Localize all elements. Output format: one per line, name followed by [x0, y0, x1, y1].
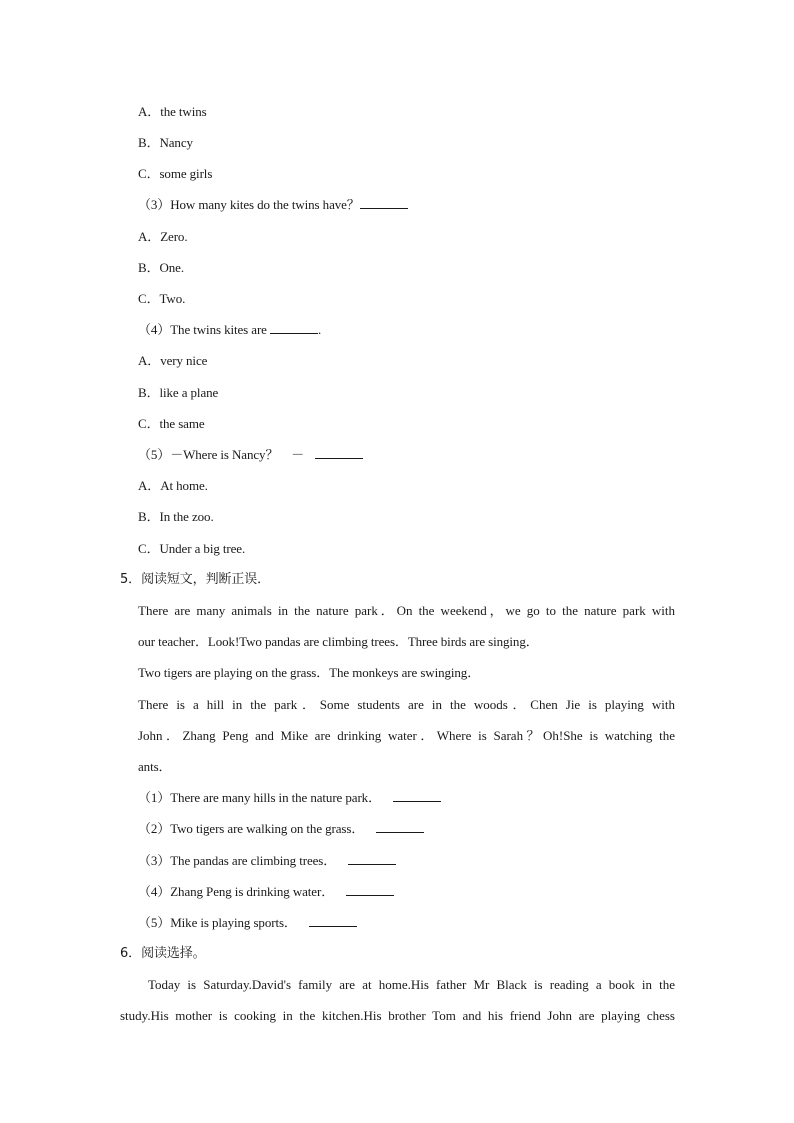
answer-blank: [309, 915, 357, 927]
statement-5: [138, 915, 357, 931]
option-b: B．One.: [138, 260, 184, 275]
question-6-heading: 6．阅读选择。: [120, 946, 206, 961]
answer-blank: [360, 197, 408, 209]
answer-blank: [270, 322, 318, 334]
sub-question-4-text: （4）The twins kites are: [138, 322, 267, 337]
option-c: C．Under a big tree.: [138, 541, 246, 556]
passage-line: There are many animals in the nature park．On the weekend，we go to the nature park with: [138, 603, 675, 618]
option-b: B．In the zoo.: [138, 509, 214, 524]
sub-question-3: [138, 197, 408, 213]
option-b: B．like a plane: [138, 385, 219, 400]
statement-text: （1）There are many hills in the nature park．: [138, 790, 381, 805]
option-b: B．Nancy: [138, 135, 193, 150]
statement-text: （2）Two tigers are walking on the grass．: [138, 821, 365, 836]
passage-line: ants．: [138, 759, 172, 774]
sub-question-4-end: .: [318, 322, 322, 337]
option-c: C．the same: [138, 416, 205, 431]
passage-line: John．Zhang Peng and Mike are drinking water．Where is Sarah？Oh!She is watching the: [138, 728, 675, 743]
sub-question-4: [138, 322, 321, 338]
statement-text: （3）The pandas are climbing trees．: [138, 853, 337, 868]
option-a: A．the twins: [138, 104, 207, 119]
answer-blank: [393, 790, 441, 802]
statement-3: [138, 853, 396, 869]
passage-line: Two tigers are playing on the grass．The monkeys are swinging．: [138, 665, 481, 680]
answer-blank: [315, 447, 363, 459]
passage-line: our teacher．Look!Two pandas are climbing trees．Three birds are singing．: [138, 634, 539, 649]
statement-4: [138, 884, 394, 900]
statement-text: （5）Mike is playing sports．: [138, 915, 297, 930]
question-5-heading: 5．阅读短文，判断正误．: [120, 572, 271, 587]
option-a: A．Zero.: [138, 229, 188, 244]
answer-blank: [348, 853, 396, 865]
sub-question-3-text: （3）How many kites do the twins have？: [138, 197, 360, 212]
sub-question-5: [138, 447, 363, 463]
answer-blank: [346, 884, 394, 896]
sub-question-5-text: （5）－Where is Nancy？ －: [138, 447, 305, 462]
option-c: C．some girls: [138, 166, 213, 181]
option-c: C．Two.: [138, 291, 186, 306]
passage-line: Today is Saturday.David's family are at home.His father Mr Black is reading a book in the: [148, 977, 675, 992]
statement-2: [138, 821, 424, 837]
option-a: A．very nice: [138, 353, 208, 368]
statement-1: [138, 790, 441, 806]
passage-line: There is a hill in the park．Some students are in the woods．Chen Jie is playing with: [138, 697, 675, 712]
statement-text: （4）Zhang Peng is drinking water．: [138, 884, 335, 899]
answer-blank: [376, 821, 424, 833]
option-a: A．At home.: [138, 478, 208, 493]
passage-line: study.His mother is cooking in the kitchen.His brother Tom and his friend John are playing chess: [120, 1008, 675, 1023]
